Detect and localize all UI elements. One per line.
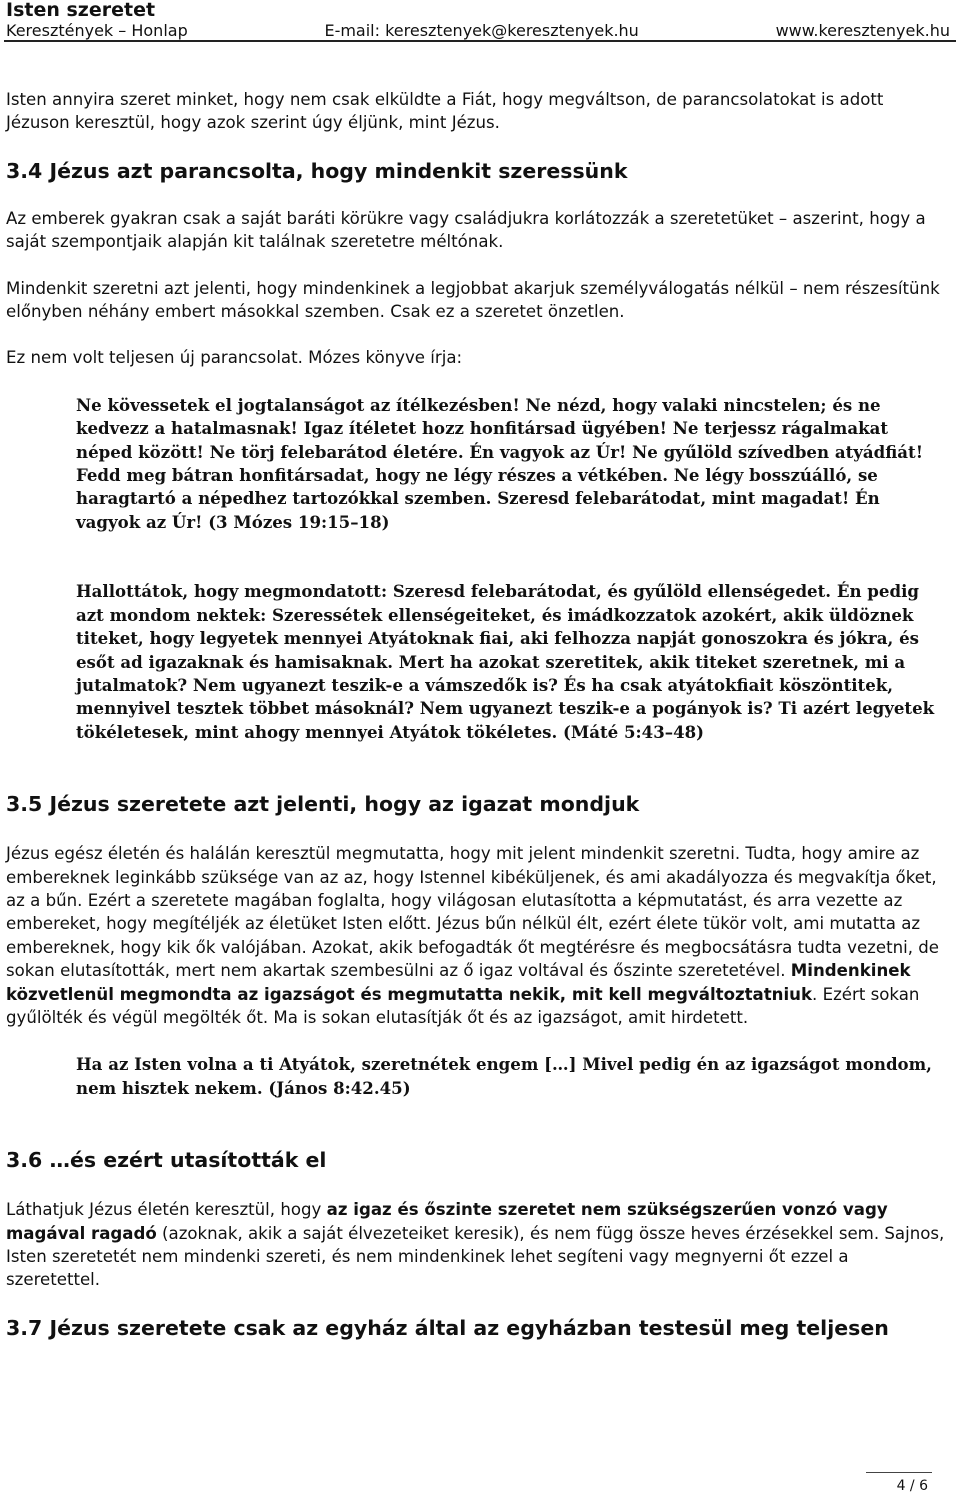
quote-matthew: Hallottátok, hogy megmondatott: Szeresd felebarátodat, és gyűlöld ellenségedet. Én pedig azt mondom nektek: Szeressétek ellenségeiteket, és imádkozzatok azokért, akik üldöznek titeket, hogy legyetek mennyei Atyátoknak fiai, aki felhozza napját gonoszokra és jókra, és esőt ad igazaknak és hamisaknak. Mert ha azokat szeretitek, akik titeket szeretnek, mi a jutalmatok? Nem ugyanezt teszik-e a vámszedők is? És ha csak atyátokfiait köszöntitek, mennyivel tesztek többet másoknál? Nem ugyanezt teszik-e a pogányok is? Ti azért legyetek tökéletesek, mint ahogy mennyei Atyátok tökéletes. (Máté 5:43–48) [76, 581, 935, 742]
page-header [6, 0, 950, 40]
section-3-6-text-start: Láthatjuk Jézus életén keresztül, hogy [6, 1200, 327, 1220]
section-3-4-heading: 3.4 Jézus azt parancsolta, hogy mindenkit szeressünk [6, 158, 628, 183]
section-3-6-heading: 3.6 …és ezért utasították el [6, 1148, 327, 1173]
section-3-5-paragraph [6, 842, 946, 1029]
section-3-6-paragraph [6, 1198, 946, 1292]
document-body [6, 88, 946, 1340]
quote-leviticus: Ne kövessetek el jogtalanságot az ítélkezésben! Ne nézd, hogy valaki nincstelen; és ne kedvezz a hatalmasnak! Igaz ítéletet hozz honfitársad ügyében! Ne terjessz rágalmakat néped között! Ne törj felebarátod életére. Én vagyok az Úr! Ne gyűlöld szívedben atyádfiát! Fedd meg bátran honfitársadat, hogy ne légy részes a vétkében. Ne légy bosszúálló, se haragtartó a népedhez tartozókkal szemben. Szeresd felebarátodat, mint magadat! Én vagyok az Úr! (3 Mózes 19:15–18) [76, 394, 923, 532]
section-3-4-paragraph-1: Az emberek gyakran csak a saját baráti körükre vagy családjukra korlátozzák a szeretetüket – aszerint, hogy a saját szempontjaik alapján kit találnak szeretetre méltónak. [6, 208, 926, 252]
document-title: Isten szeretet [6, 0, 156, 21]
footer-divider [866, 1472, 932, 1473]
quote-john: Ha az Isten volna a ti Atyátok, szeretnétek engem […] Mivel pedig én az igazságot mondom, nem hisztek nekem. (János 8:42.45) [76, 1054, 932, 1098]
home-link[interactable]: Keresztények – Honlap [6, 21, 188, 40]
section-3-6-emphasis: az igaz és őszinte szeretet nem szükségszerűen vonzó vagy magával ragadó [6, 1200, 888, 1243]
intro-paragraph: Isten annyira szeret minket, hogy nem csak elküldte a Fiát, hogy megváltson, de parancsolatokat is adott Jézuson keresztül, hogy azok szerint úgy éljünk, mint Jézus. [6, 90, 884, 133]
header-divider [4, 40, 956, 42]
section-3-5-text-start: Jézus egész életén és halálán keresztül megmutatta, hogy mit jelent mindenkit szeretni. Tudta, hogy amire az embereknek leginkább szüksége van az az, hogy Istennel kibéküljenek, és ami akadályozza és megvakítja őket, az a bűn. Ezért a szeretete magában foglalta, hogy világosan elutasította a képmutatást, és arra vezette az embereket, hogy megítéljék az életüket Isten előtt. Jézus bűn nélkül élt, ezért élete tükör volt, ami mutatta az embereknek, hogy kik ők valójában. Azokat, akik befogadták őt megtérésre és megbocsátásra tudta vezetni, de sokan elutasították, mert nem akartak szembesülni az ő igaz voltával és őszinte szeretetével. [6, 844, 940, 981]
section-3-5-text-end: . Ezért sokan gyűlölték és végül megölték őt. Ma is sokan elutasítják őt és az igazságot, amit hirdetett. [6, 984, 920, 1027]
section-3-5-emphasis: Mindenkinek közvetlenül megmondta az igazságot és megmutatta nekik, mit kell megváltoztatniuk [6, 961, 911, 1004]
page-number: 4 / 6 [896, 1478, 928, 1494]
section-3-7-heading: 3.7 Jézus szeretete csak az egyház által az egyházban testesül meg teljesen [6, 1315, 889, 1340]
section-3-6-text-end: (azoknak, akik a saját élvezeteiket keresik), és nem függ össze heves érzésekkel sem. Sajnos, Isten szeretetét nem mindenki szereti, és nem mindenkinek lehet segíteni vagy megnyerni őt ezzel a szeretettel. [6, 1223, 945, 1290]
section-3-5-heading: 3.5 Jézus szeretete azt jelenti, hogy az igazat mondjuk [6, 792, 640, 817]
section-3-4-paragraph-2: Mindenkit szeretni azt jelenti, hogy mindenkinek a legjobbat akarjuk személyválogatás nélkül – nem részesítünk előnyben néhány embert másokkal szemben. Csak ez a szeretet önzetlen. [6, 278, 940, 322]
email-link[interactable]: E-mail: keresztenyek@keresztenyek.hu [324, 21, 639, 40]
header-links [6, 20, 950, 40]
website-link[interactable]: www.keresztenyek.hu [775, 21, 950, 40]
section-3-4-paragraph-3: Ez nem volt teljesen új parancsolat. Mózes könyve írja: [6, 348, 463, 368]
